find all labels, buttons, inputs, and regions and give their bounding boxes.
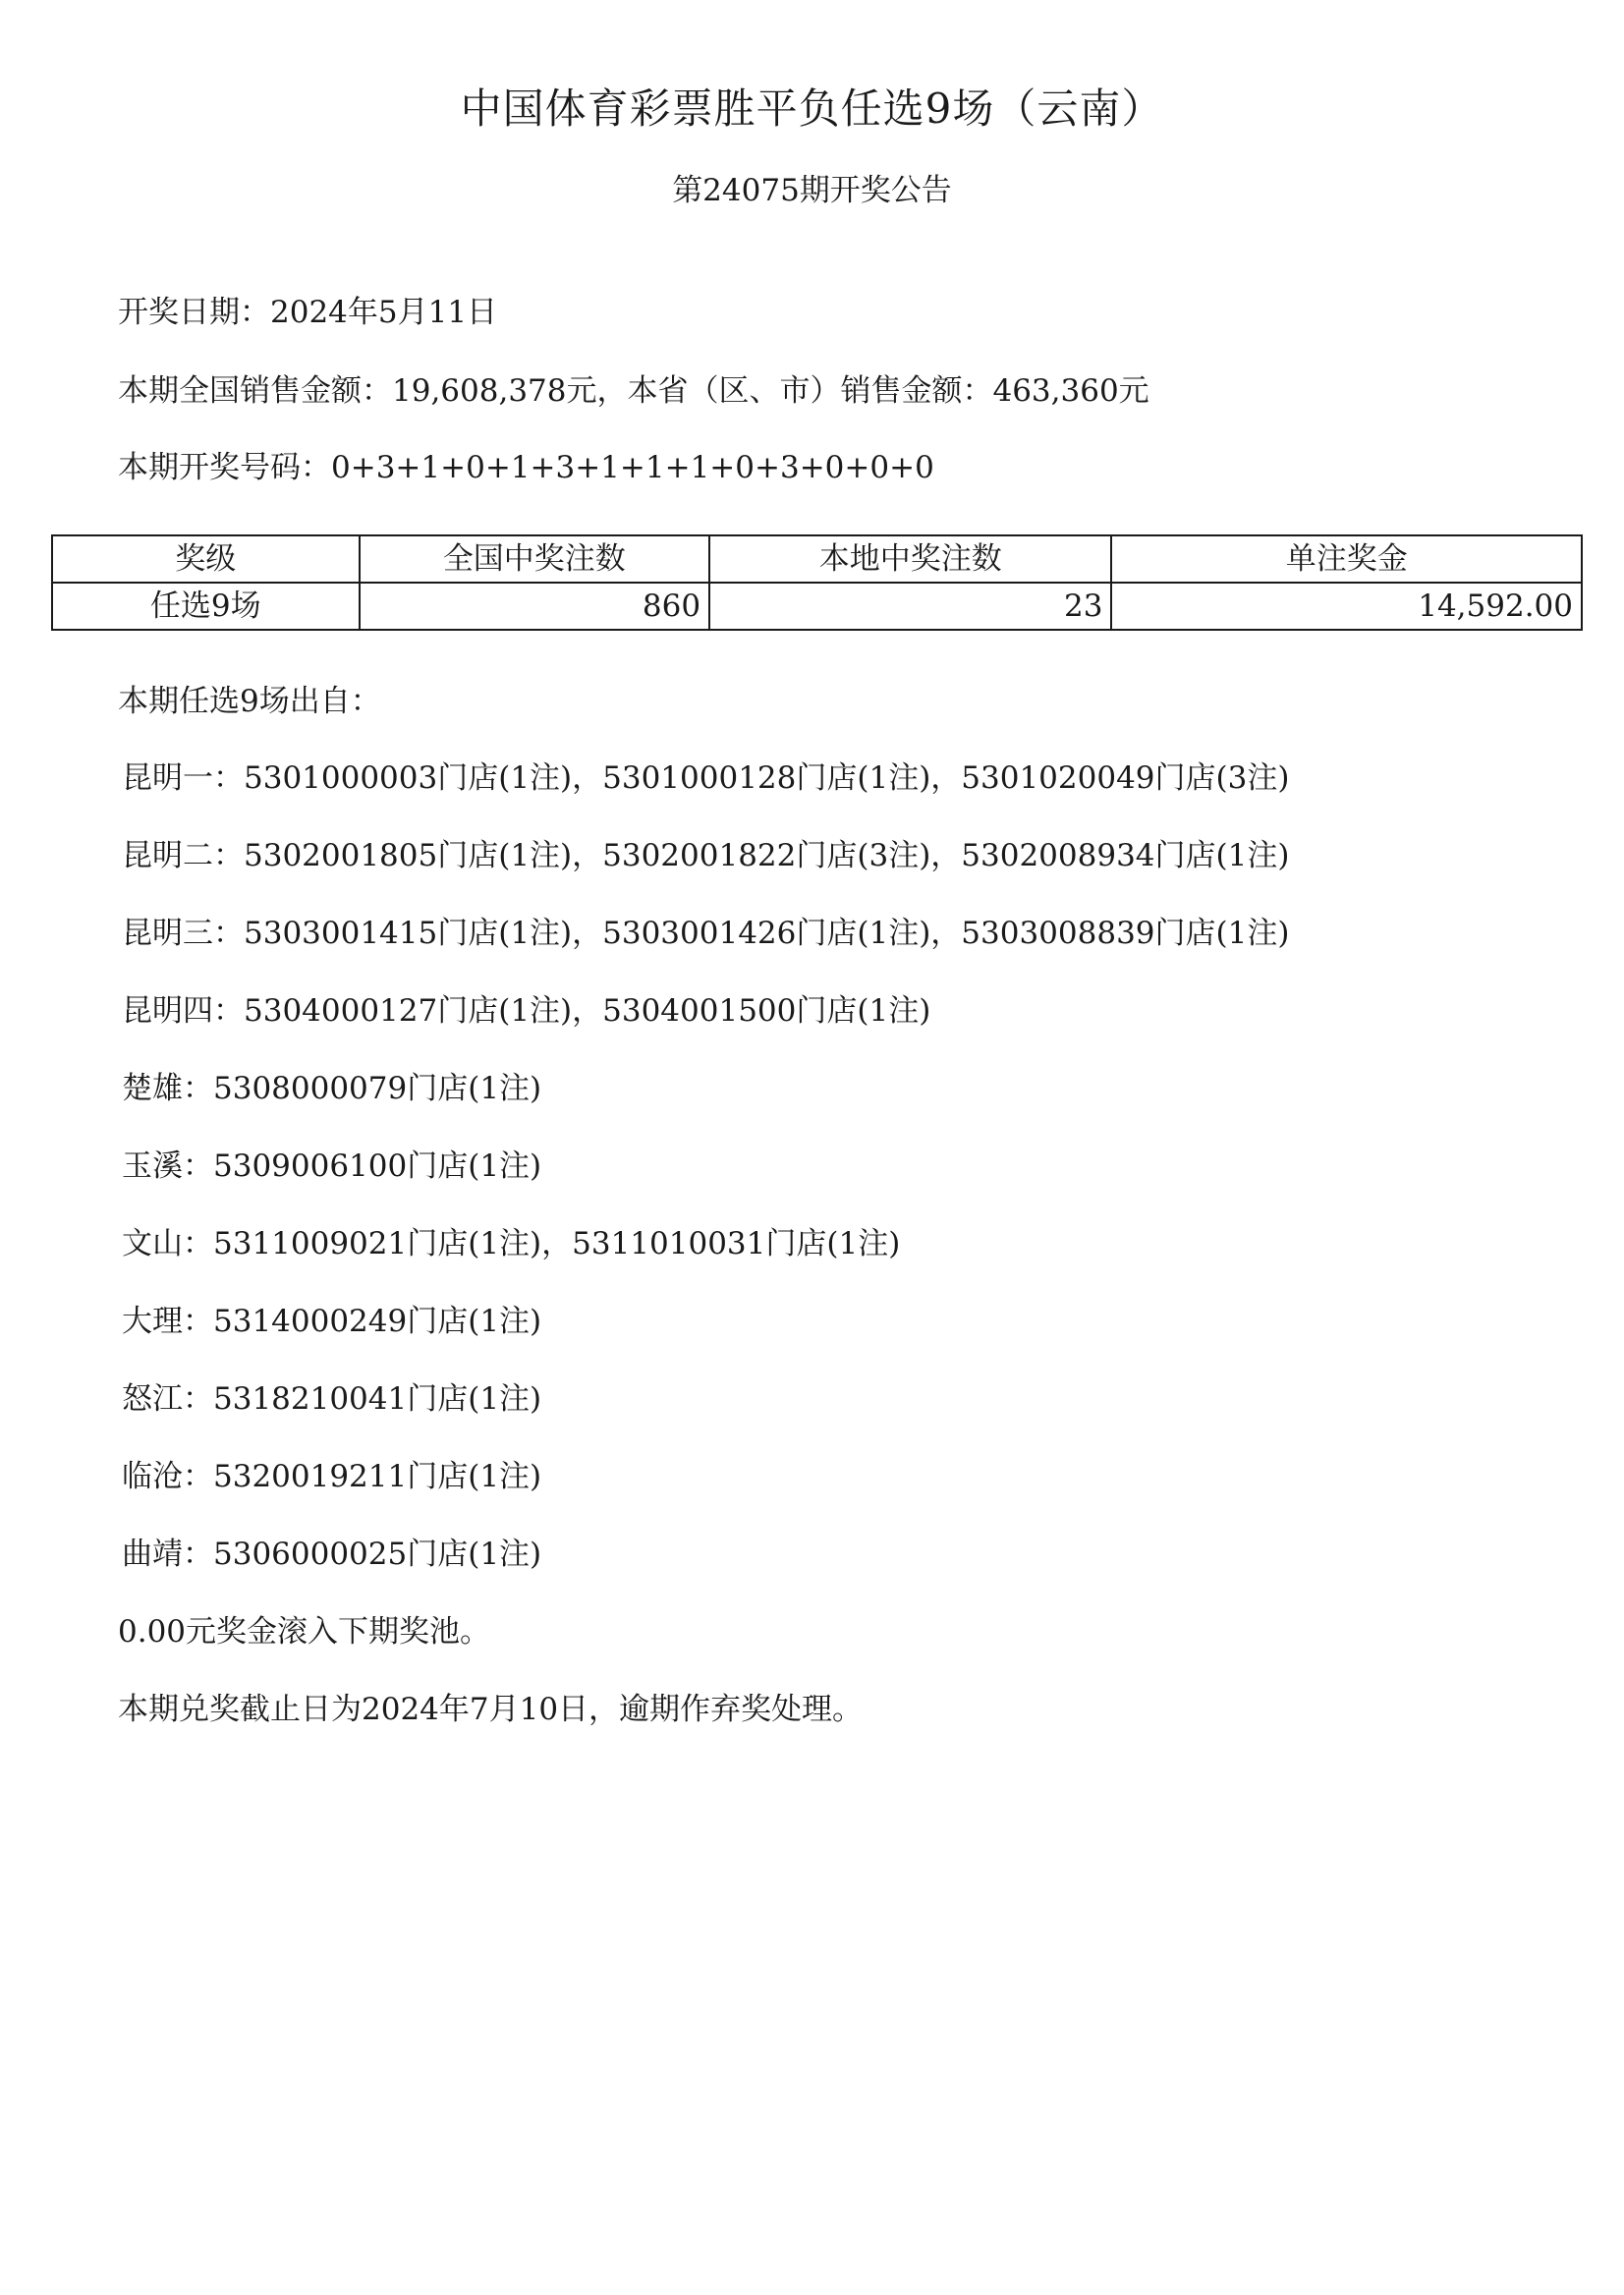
page-title: 中国体育彩票胜平负任选9场（云南）: [460, 84, 1164, 133]
cell-local-count: 23: [709, 583, 1111, 630]
winners-intro: 本期任选9场出自：: [118, 684, 381, 719]
winner-line: 曲靖：5306000025门店(1注): [122, 1537, 542, 1572]
issue-subtitle: 第24075期开奖公告: [672, 173, 952, 208]
rollover-note: 0.00元奖金滚入下期奖池。: [118, 1614, 491, 1650]
header-national-count: 全国中奖注数: [360, 535, 710, 583]
cell-prize-amount: 14,592.00: [1111, 583, 1582, 630]
header-local-count: 本地中奖注数: [709, 535, 1111, 583]
winner-line: 昆明一：5301000003门店(1注)，5301000128门店(1注)，5301020049门店(3注): [122, 760, 1290, 796]
header-level: 奖级: [52, 535, 360, 583]
sales-amount: 本期全国销售金额：19,608,378元，本省（区、市）销售金额：463,360元: [118, 373, 1149, 409]
cell-national-count: 860: [360, 583, 710, 630]
prize-table-header: [52, 535, 1582, 583]
deadline-note: 本期兑奖截止日为2024年7月10日，逾期作弃奖处理。: [118, 1692, 864, 1727]
winner-line: 昆明二：5302001805门店(1注)，5302001822门店(3注)，5302008934门店(1注): [122, 838, 1290, 873]
cell-level: 任选9场: [52, 583, 360, 630]
winner-line: 昆明四：5304000127门店(1注)，5304001500门店(1注): [122, 993, 931, 1029]
table-row: [52, 583, 1582, 630]
draw-date: 开奖日期：2024年5月11日: [118, 295, 498, 330]
winner-line: 楚雄：5308000079门店(1注): [122, 1071, 542, 1106]
winner-line: 临沧：5320019211门店(1注): [122, 1459, 542, 1494]
winner-line: 大理：5314000249门店(1注): [122, 1304, 542, 1339]
winner-line: 昆明三：5303001415门店(1注)，5303001426门店(1注)，5303008839门店(1注): [122, 916, 1290, 951]
header-prize-amount: 单注奖金: [1111, 535, 1582, 583]
winning-numbers: 本期开奖号码：0+3+1+0+1+3+1+1+1+0+3+0+0+0: [118, 450, 934, 485]
winner-line: 玉溪：5309006100门店(1注): [122, 1148, 542, 1184]
prize-table: [51, 534, 1583, 631]
winner-line: 文山：5311009021门店(1注)，5311010031门店(1注): [122, 1226, 901, 1261]
winner-line: 怒江：5318210041门店(1注): [122, 1381, 542, 1417]
